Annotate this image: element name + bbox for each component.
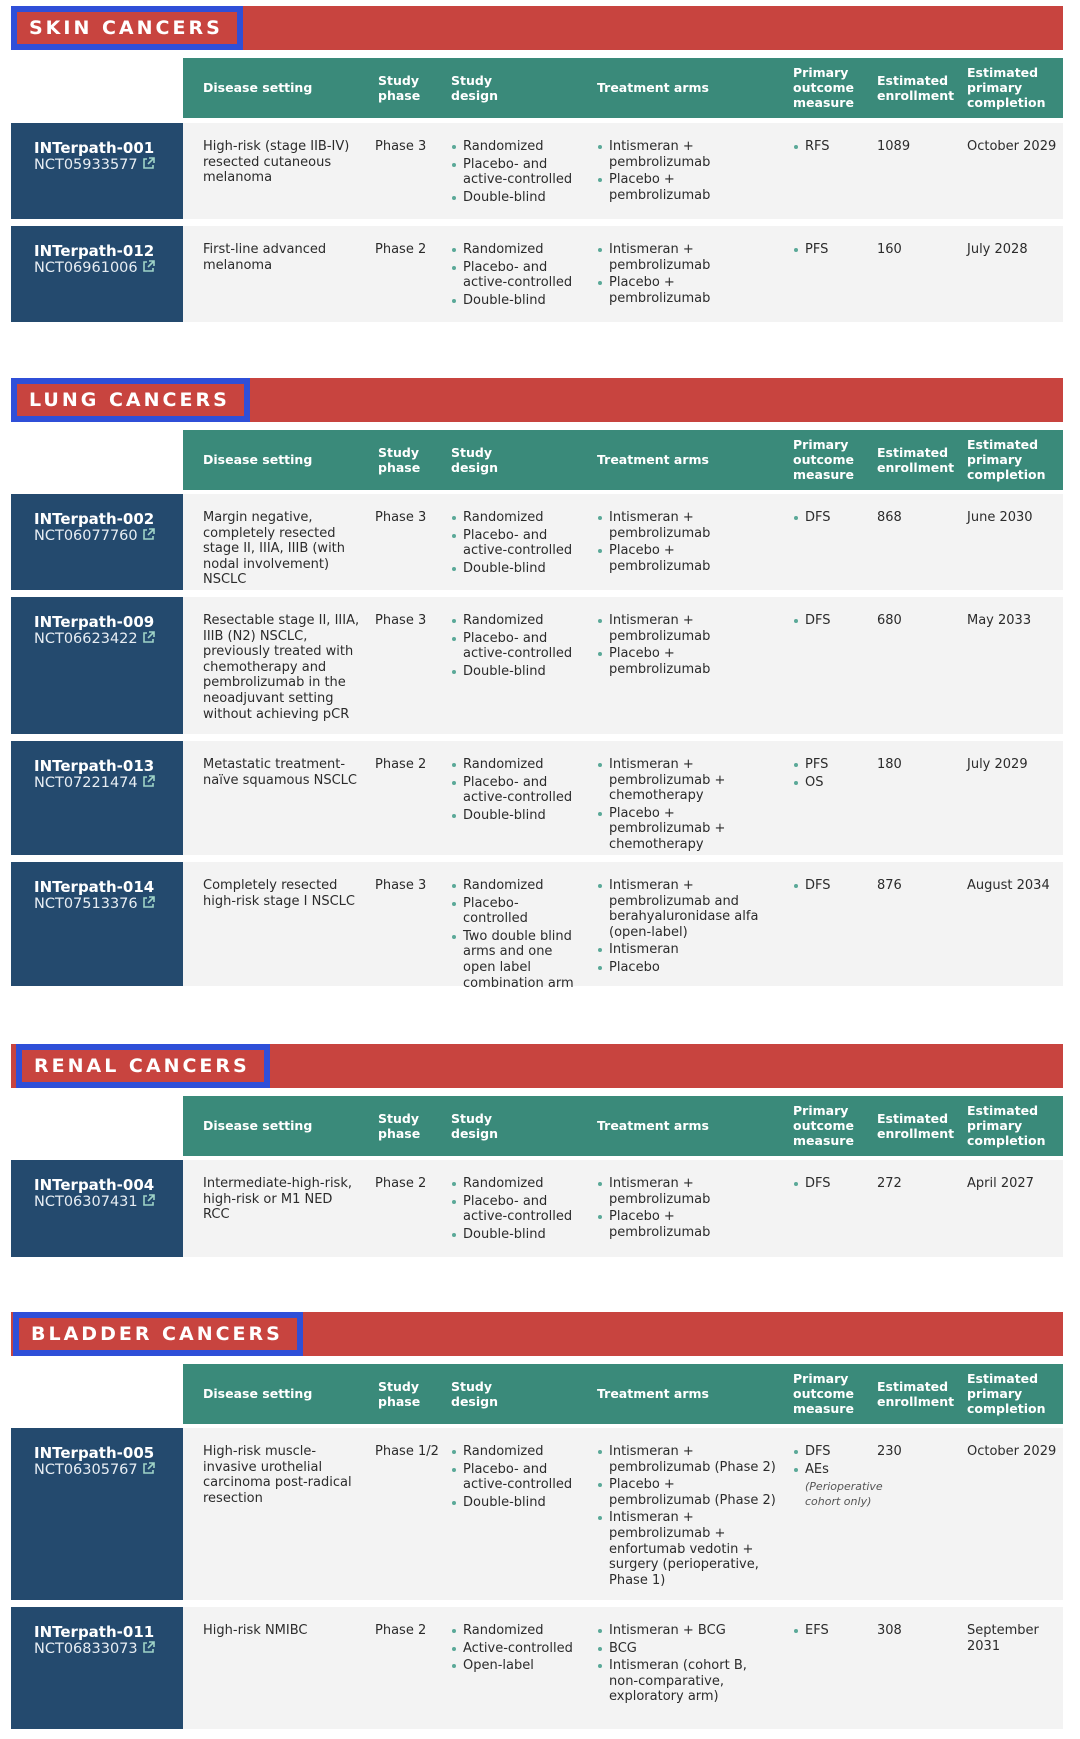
- header-estimated-enrollment: Estimated enrollment: [877, 73, 955, 103]
- list-item: Placebo + pembrolizumab: [597, 1209, 777, 1240]
- list-item: Intismeran + pembrolizumab: [597, 242, 777, 273]
- header-disease-setting: Disease setting: [203, 1118, 313, 1133]
- trial-name: INTerpath-013: [34, 757, 155, 775]
- estimated-enrollment: 160: [877, 242, 902, 257]
- list-item: Randomized: [451, 242, 581, 258]
- study-design-list: [451, 1176, 581, 1244]
- table-header: [183, 1096, 1063, 1156]
- disease-setting: Margin negative, completely resected stage II, IIIA, IIIB (with nodal involvement) NSCLC: [203, 510, 346, 588]
- header-study-phase: Study phase: [378, 1111, 421, 1141]
- trial-data: [183, 862, 1063, 991]
- header-study-design: Study design: [451, 1379, 498, 1409]
- list-item: Two double blind arms and one open label combination arm: [451, 929, 581, 991]
- treatment-arms-list: [597, 878, 777, 978]
- list-item: DFS: [793, 1176, 877, 1192]
- list-item: Placebo + pembrolizumab + chemotherapy: [597, 806, 777, 853]
- outcome-note: (Perioperative cohort only): [805, 1480, 883, 1509]
- treatment-arms-list: [597, 510, 777, 576]
- section-title: LUNG CANCERS: [11, 378, 250, 422]
- header-primary-outcome: Primary outcome measure: [793, 65, 854, 110]
- header-treatment-arms: Treatment arms: [597, 1386, 709, 1401]
- table-row: [11, 123, 1063, 219]
- list-item: Open-label: [451, 1658, 581, 1674]
- list-item: Intismeran + pembrolizumab and berahyaluronidase alfa (open-label): [597, 878, 777, 940]
- list-item: Randomized: [451, 1623, 581, 1639]
- estimated-enrollment: 1089: [877, 139, 911, 154]
- list-item: OS: [793, 775, 877, 791]
- header-estimated-completion: Estimated primary completion: [967, 1103, 1046, 1148]
- header-estimated-enrollment: Estimated enrollment: [877, 1111, 955, 1141]
- header-study-design: Study design: [451, 73, 498, 103]
- list-item: Intismeran + pembrolizumab: [597, 613, 777, 644]
- trial-name: INTerpath-001: [34, 139, 155, 157]
- estimated-enrollment: 308: [877, 1623, 902, 1638]
- estimated-enrollment: 680: [877, 613, 902, 628]
- list-item: BCG: [597, 1641, 777, 1657]
- primary-outcome-list: [793, 139, 877, 157]
- table-row: [11, 1160, 1063, 1257]
- list-item: Intismeran + BCG: [597, 1623, 777, 1639]
- primary-outcome-list: [793, 510, 877, 528]
- nct-number[interactable]: NCT05933577: [34, 157, 138, 173]
- trial-id-cell: [11, 1428, 183, 1600]
- external-link-icon[interactable]: [142, 631, 155, 648]
- study-phase: Phase 3: [375, 878, 427, 893]
- estimated-completion: August 2034: [967, 878, 1050, 893]
- header-disease-setting: Disease setting: [203, 80, 313, 95]
- external-link-icon[interactable]: [142, 896, 155, 913]
- trial-name: INTerpath-011: [34, 1623, 155, 1641]
- disease-setting: Completely resected high-risk stage I NSCLC: [203, 878, 355, 909]
- trial-id-cell: [11, 597, 183, 734]
- trial-data: [183, 1428, 1063, 1600]
- trial-nct-link[interactable]: [34, 157, 155, 174]
- header-estimated-completion: Estimated primary completion: [967, 437, 1046, 482]
- estimated-enrollment: 876: [877, 878, 902, 893]
- estimated-completion: July 2029: [967, 757, 1028, 772]
- primary-outcome-list: [793, 1176, 877, 1194]
- table-row: [11, 1607, 1063, 1729]
- list-item: Placebo: [597, 960, 777, 976]
- list-item: Double-blind: [451, 1495, 581, 1511]
- list-item: Randomized: [451, 1176, 581, 1192]
- list-item: Randomized: [451, 139, 581, 155]
- trial-name: INTerpath-005: [34, 1444, 155, 1462]
- list-item: Placebo + pembrolizumab (Phase 2): [597, 1477, 777, 1508]
- study-phase: Phase 2: [375, 1176, 427, 1191]
- trial-name: INTerpath-012: [34, 242, 155, 260]
- table-row: [11, 226, 1063, 322]
- header-primary-outcome: Primary outcome measure: [793, 437, 854, 482]
- study-phase: Phase 3: [375, 510, 427, 525]
- treatment-arms-list: [597, 613, 777, 679]
- trial-name: INTerpath-002: [34, 510, 155, 528]
- header-primary-outcome: Primary outcome measure: [793, 1371, 854, 1416]
- header-estimated-completion: Estimated primary completion: [967, 65, 1046, 110]
- disease-setting: Intermediate-high-risk, high-risk or M1 NED RCC: [203, 1176, 352, 1223]
- table-row: [11, 741, 1063, 855]
- list-item: DFS: [793, 510, 877, 526]
- table-header: [183, 58, 1063, 118]
- estimated-completion: May 2033: [967, 613, 1032, 628]
- list-item: Double-blind: [451, 1227, 581, 1243]
- external-link-icon[interactable]: [142, 1194, 155, 1211]
- nct-number[interactable]: NCT07221474: [34, 775, 138, 791]
- treatment-arms-list: [597, 139, 777, 205]
- trial-nct-link[interactable]: [34, 1462, 155, 1479]
- treatment-arms-list: [597, 1444, 777, 1590]
- list-item: Placebo- and active-controlled: [451, 157, 581, 188]
- list-item: Randomized: [451, 757, 581, 773]
- primary-outcome-list: [793, 757, 877, 792]
- list-item: Placebo + pembrolizumab: [597, 275, 777, 306]
- estimated-completion: July 2028: [967, 242, 1028, 257]
- table-row: [11, 1428, 1063, 1600]
- study-design-list: [451, 878, 581, 993]
- estimated-enrollment: 180: [877, 757, 902, 772]
- section-title: SKIN CANCERS: [11, 6, 243, 50]
- trial-id-cell: [11, 123, 183, 219]
- list-item: Randomized: [451, 510, 581, 526]
- header-primary-outcome: Primary outcome measure: [793, 1103, 854, 1148]
- list-item: AEs: [793, 1462, 877, 1478]
- list-item: PFS: [793, 242, 877, 258]
- estimated-enrollment: 272: [877, 1176, 902, 1191]
- primary-outcome-list: [793, 242, 877, 260]
- estimated-completion: September 2031: [967, 1623, 1039, 1654]
- list-item: Placebo- and active-controlled: [451, 1462, 581, 1493]
- table-row: [11, 597, 1063, 734]
- trial-id-cell: [11, 494, 183, 590]
- list-item: Intismeran (cohort B, non-comparative, exploratory arm): [597, 1658, 777, 1705]
- study-design-list: [451, 1623, 581, 1676]
- nct-number[interactable]: NCT06961006: [34, 260, 138, 276]
- list-item: RFS: [793, 139, 877, 155]
- trial-name: INTerpath-009: [34, 613, 155, 631]
- treatment-arms-list: [597, 1176, 777, 1242]
- study-phase: Phase 2: [375, 757, 427, 772]
- primary-outcome-list: [793, 878, 877, 896]
- trial-data: [183, 741, 1063, 855]
- trial-id-cell: [11, 862, 183, 986]
- trial-id-cell: [11, 226, 183, 322]
- external-link-icon[interactable]: [142, 1462, 155, 1479]
- list-item: Intismeran + pembrolizumab: [597, 1176, 777, 1207]
- list-item: Intismeran + pembrolizumab + chemotherapy: [597, 757, 777, 804]
- study-phase: Phase 1/2: [375, 1444, 439, 1459]
- treatment-arms-list: [597, 757, 777, 855]
- disease-setting: Metastatic treatment-naïve squamous NSCLC: [203, 757, 358, 788]
- list-item: PFS: [793, 757, 877, 773]
- list-item: DFS: [793, 878, 877, 894]
- trial-id-cell: [11, 741, 183, 855]
- trial-nct-link[interactable]: [34, 260, 155, 277]
- list-item: Placebo- and active-controlled: [451, 775, 581, 806]
- study-design-list: [451, 613, 581, 681]
- list-item: Placebo- and active-controlled: [451, 1194, 581, 1225]
- trial-nct-link[interactable]: [34, 1194, 155, 1211]
- table-row: [11, 494, 1063, 590]
- list-item: Placebo + pembrolizumab: [597, 172, 777, 203]
- disease-setting: First-line advanced melanoma: [203, 242, 327, 273]
- primary-outcome-list: [793, 1623, 877, 1641]
- list-item: EFS: [793, 1623, 877, 1639]
- list-item: Double-blind: [451, 561, 581, 577]
- estimated-completion: October 2029: [967, 1444, 1057, 1459]
- treatment-arms-list: [597, 1623, 777, 1707]
- nct-number[interactable]: NCT06623422: [34, 631, 138, 647]
- external-link-icon[interactable]: [142, 528, 155, 545]
- primary-outcome-list: [793, 613, 877, 631]
- list-item: Placebo- and active-controlled: [451, 528, 581, 559]
- list-item: Randomized: [451, 613, 581, 629]
- table-header: [183, 1364, 1063, 1424]
- nct-number[interactable]: NCT06307431: [34, 1194, 138, 1210]
- trial-data: [183, 226, 1063, 322]
- header-estimated-enrollment: Estimated enrollment: [877, 445, 955, 475]
- trial-nct-link[interactable]: [34, 775, 155, 792]
- list-item: Double-blind: [451, 293, 581, 309]
- trial-name: INTerpath-014: [34, 878, 155, 896]
- estimated-completion: April 2027: [967, 1176, 1034, 1191]
- nct-number[interactable]: NCT06833073: [34, 1641, 138, 1657]
- study-design-list: [451, 139, 581, 207]
- list-item: Placebo + pembrolizumab: [597, 543, 777, 574]
- treatment-arms-list: [597, 242, 777, 308]
- header-treatment-arms: Treatment arms: [597, 80, 709, 95]
- header-study-phase: Study phase: [378, 73, 421, 103]
- header-treatment-arms: Treatment arms: [597, 1118, 709, 1133]
- header-study-design: Study design: [451, 1111, 498, 1141]
- list-item: Double-blind: [451, 190, 581, 206]
- header-disease-setting: Disease setting: [203, 452, 313, 467]
- trial-id-cell: [11, 1160, 183, 1257]
- study-phase: Phase 2: [375, 242, 427, 257]
- disease-setting: High-risk muscle-invasive urothelial carcinoma post-radical resection: [203, 1444, 352, 1506]
- study-phase: Phase 3: [375, 139, 427, 154]
- list-item: Double-blind: [451, 808, 581, 824]
- list-item: DFS: [793, 1444, 877, 1460]
- trial-data: [183, 123, 1063, 219]
- header-study-design: Study design: [451, 445, 498, 475]
- study-phase: Phase 3: [375, 613, 427, 628]
- primary-outcome-block: [793, 1444, 883, 1509]
- list-item: Double-blind: [451, 664, 581, 680]
- list-item: Intismeran: [597, 942, 777, 958]
- header-study-phase: Study phase: [378, 445, 421, 475]
- disease-setting: Resectable stage II, IIIA, IIIB (N2) NSCLC, previously treated with chemotherapy and pembrolizumab in the neoadjuvant setting without achieving pCR: [203, 613, 360, 722]
- trial-nct-link[interactable]: [34, 528, 155, 545]
- section-title: BLADDER CANCERS: [13, 1312, 303, 1356]
- header-treatment-arms: Treatment arms: [597, 452, 709, 467]
- list-item: Intismeran + pembrolizumab (Phase 2): [597, 1444, 777, 1475]
- estimated-completion: October 2029: [967, 139, 1057, 154]
- trial-data: [183, 597, 1063, 734]
- list-item: DFS: [793, 613, 877, 629]
- list-item: Placebo + pembrolizumab: [597, 646, 777, 677]
- study-design-list: [451, 510, 581, 578]
- trial-nct-link[interactable]: [34, 896, 155, 913]
- external-link-icon[interactable]: [142, 1641, 155, 1658]
- header-disease-setting: Disease setting: [203, 1386, 313, 1401]
- header-estimated-enrollment: Estimated enrollment: [877, 1379, 955, 1409]
- external-link-icon[interactable]: [142, 775, 155, 792]
- study-design-list: [451, 1444, 581, 1512]
- disease-setting: High-risk NMIBC: [203, 1623, 308, 1638]
- list-item: Intismeran + pembrolizumab: [597, 139, 777, 170]
- list-item: Active-controlled: [451, 1641, 581, 1657]
- list-item: Randomized: [451, 1444, 581, 1460]
- trial-data: [183, 1160, 1063, 1257]
- study-design-list: [451, 242, 581, 310]
- list-item: Placebo-controlled: [451, 896, 581, 927]
- list-item: Placebo- and active-controlled: [451, 260, 581, 291]
- section-title: RENAL CANCERS: [16, 1044, 270, 1088]
- table-header: [183, 430, 1063, 490]
- external-link-icon[interactable]: [142, 157, 155, 174]
- trial-nct-link[interactable]: [34, 631, 155, 648]
- trial-nct-link[interactable]: [34, 1641, 155, 1658]
- trial-id-cell: [11, 1607, 183, 1729]
- nct-number[interactable]: NCT06077760: [34, 528, 138, 544]
- nct-number[interactable]: NCT07513376: [34, 896, 138, 912]
- table-row: [11, 862, 1063, 991]
- external-link-icon[interactable]: [142, 260, 155, 277]
- header-study-phase: Study phase: [378, 1379, 421, 1409]
- study-design-list: [451, 757, 581, 825]
- study-phase: Phase 2: [375, 1623, 427, 1638]
- trial-name: INTerpath-004: [34, 1176, 155, 1194]
- estimated-enrollment: 868: [877, 510, 902, 525]
- list-item: Placebo- and active-controlled: [451, 631, 581, 662]
- disease-setting: High-risk (stage IIB-IV) resected cutaneous melanoma: [203, 139, 350, 186]
- trial-data: [183, 1607, 1063, 1729]
- nct-number[interactable]: NCT06305767: [34, 1462, 138, 1478]
- list-item: Randomized: [451, 878, 581, 894]
- list-item: Intismeran + pembrolizumab + enfortumab vedotin + surgery (perioperative, Phase 1): [597, 1510, 777, 1588]
- primary-outcome-list: [793, 1444, 877, 1477]
- trial-data: [183, 494, 1063, 590]
- estimated-enrollment: 230: [877, 1444, 902, 1459]
- header-estimated-completion: Estimated primary completion: [967, 1371, 1046, 1416]
- estimated-completion: June 2030: [967, 510, 1033, 525]
- list-item: Intismeran + pembrolizumab: [597, 510, 777, 541]
